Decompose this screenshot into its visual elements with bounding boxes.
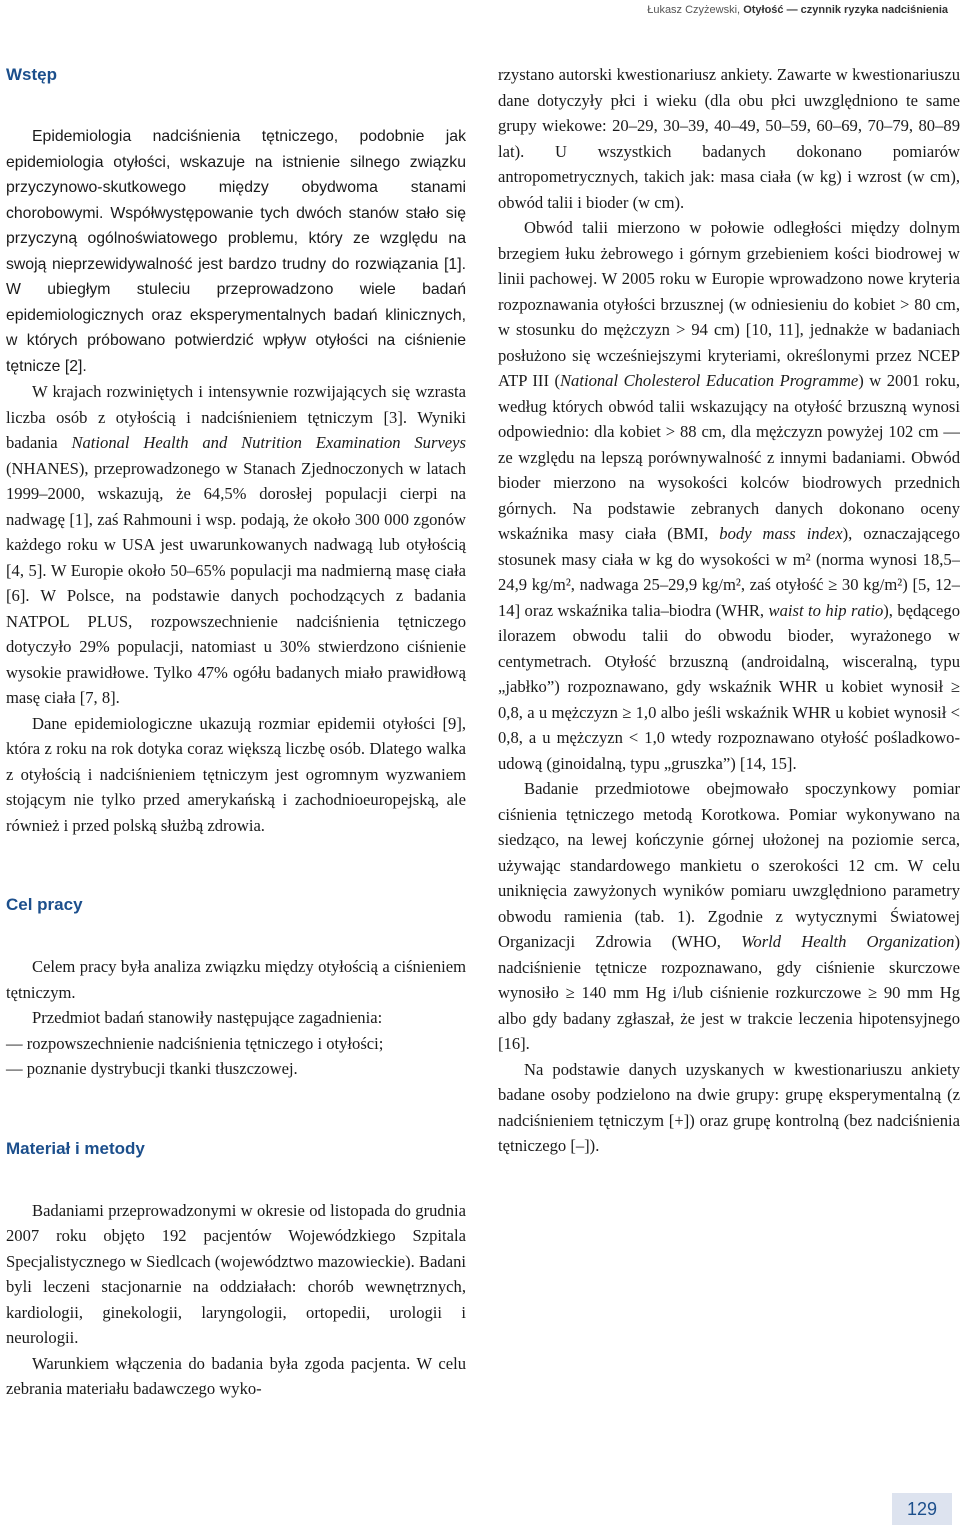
aims-list (6, 1031, 466, 1082)
paragraph: Obwód talii mierzono w połowie odległości między dolnym brzegiem łuku żebrowego i górnym grzebieniem kości biodrowej w linii pachowej. W 2005 roku w Europie wprowadzono nowe kryteria rozpoznawania otyłości brzusznej (w odniesieniu do kobiet > 80 cm, w stosunku do mężczyzn > 94 cm) [10, 11], jednakże w badaniach posłużono się wcześniejszymi kryteriami, określonymi przez NCEP ATP III (National Cholesterol Education Programme) w 2001 roku, według których obwód talii wskazujący na otyłość brzuszną wynosi odpowiednio: dla kobiet > 88 cm, dla mężczyzn powyżej 102 cm — ze względu na lepszą porównywalność z innymi badaniami. Obwód bioder mierzono na wysokości kolców biodrowych przednich górnych. Na podstawie zebranych danych dokonano oceny wskaźnika masy ciała (BMI, body mass index), oznaczającego stosunek masy ciała w kg do wysokości w m² (norma wynosi 18,5–24,9 kg/m², nadwaga 25–29,9 kg/m², zaś otyłość ≥ 30 kg/m²) [5, 12–14] oraz wskaźnika talia–biodra (WHR, waist to hip ratio), będącego ilorazem obwodu talii do obwodu bioder, wyrażonego w centymetrach. Otyłość brzuszną (androidalną, wisceralną, typu „jabłko”) rozpoznawano, gdy wskaźnik WHR u kobiet wynosił ≥ 0,8, a u mężczyzn ≥ 1,0 albo jeśli wskaźnik WHR u kobiet wynosił < 0,8, a u mężczyzn < 1,0 wtedy rozpoznawano otyłość pośladkowo-udową (ginoidalną, typu „gruszka”) [14, 15]. (498, 218, 960, 773)
paragraph: Epidemiologia nadciśnienia tętniczego, podobnie jak epidemiologia otyłości, wskazuje na istnienie silnego związku przyczynowo-skutkowego między obydwoma stanami chorobowymi. Współwystępowanie tych dwóch stanów stało się przyczyną ogólnoświatowego problemu, który ze względu na swoją nieprzewidywalność jest bardzo trudny do rozwiązania [1]. W ubiegłym stuleciu przeprowadzono wiele badań epidemiologicznych oraz eksperymentalnych badań klinicznych, w których próbowano potwierdzić wpływ otyłości na ciśnienie tętnicze [2]. (6, 128, 467, 375)
paragraph: rzystano autorski kwestionariusz ankiety. Zawarte w kwestionariuszu dane dotyczyły płci i wieku (dla obu płci uwzględniono te same grupy wiekowe: 20–29, 30–39, 40–49, 50–59, 60–69, 70–79, 80–89 lat). U wszystkich badanych dokonano pomiarów antropometrycznych, takich jak: masa ciała (w kg) i wzrost (w cm), obwód talii i bioder (w cm). (498, 65, 960, 212)
running-header (647, 4, 948, 16)
paragraph: Badaniami przeprowadzonymi w okresie od listopada do grudnia 2007 roku objęto 192 pacjentów Wojewódzkiego Szpitala Specjalistycznego w Siedlcach (województwo mazowieckie). Badani byli leczeni stacjonarnie na oddziałach: chorób wewnętrznych, kardiologii, ginekologii, laryngologii, ortopedii, urologii i neurologii. (6, 1200, 467, 1347)
header-author: Łukasz Czyżewski, (647, 4, 741, 16)
paragraph: Na podstawie danych uzyskanych w kwestionariuszu ankiety badane osoby podzielono na dwie grupy: grupę eksperymentalną (z nadciśnieniem tętniczym [+]) oraz grupę kontrolną (bez nadciśnienia tętniczego [–]). (498, 1059, 960, 1155)
paragraph: Badanie przedmiotowe obejmowało spoczynkowy pomiar ciśnienia tętniczego metodą Korotkowa. Pomiar wykonywano na siedząco, na lewej kończynie górnej ułożonej na poziomie serca, używając standardowego mankietu o szerokości 12 cm. W celu uniknięcia zawyżonych wyników pomiaru uwzględniono parametry obwodu ramienia (tab. 1). Zgodnie z wytycznymi Światowej Organizacji Zdrowia (WHO, World Health Organization) nadciśnienie tętnicze rozpoznawano, gdy ciśnienie skurczowe wynosiło ≥ 140 mm Hg i/lub ciśnienie rozkurczowe ≥ 90 mm Hg albo gdy badany zgłaszał, że jest w trakcie leczenia hipotensyjnego [16]. (498, 779, 960, 1053)
paragraph: Dane epidemiologiczne ukazują rozmiar epidemii otyłości [9], która z roku na rok dotyka coraz większą liczbę osób. Dlatego walka z otyłością i nadciśnieniem tętniczym jest ogromnym wyzwaniem stojącym nie tylko przed amerykańską i zachodnioeuropejską, ale również i przed polską służbą zdrowia. (6, 713, 466, 835)
section-heading-wstep: Wstęp (6, 65, 57, 84)
right-column (498, 62, 960, 1159)
section-heading-cel: Cel pracy (6, 895, 83, 914)
paragraph: Celem pracy była analiza związku między otyłością a ciśnieniem tętniczym. (6, 957, 466, 1002)
left-column (6, 62, 466, 1402)
section-heading-material: Materiał i metody (6, 1138, 145, 1158)
header-title: Otyłość — czynnik ryzyka nadciśnienia (743, 4, 948, 16)
paragraph: Przedmiot badań stanowiły następujące zagadnienia: (32, 1008, 383, 1027)
list-item: — rozpowszechnienie nadciśnienia tętniczego i otyłości; (6, 1031, 466, 1057)
paragraph: Warunkiem włączenia do badania była zgoda pacjenta. W celu zebrania materiału badawczego wyko- (6, 1353, 466, 1398)
list-item: — poznanie dystrybucji tkanki tłuszczowej. (6, 1056, 466, 1082)
page-number: 129 (892, 1493, 952, 1525)
paragraph: W krajach rozwiniętych i intensywnie rozwijających się wzrasta liczba osób z otyłością i nadciśnieniem tętniczym [3]. Wyniki badania National Health and Nutrition Examination Surveys (NHANES), przeprowadzonego w Stanach Zjednoczonych w latach 1999–2000, wskazują, że 64,5% dorosłej populacji cierpi na nadwagę [1], zaś Rahmouni i wsp. podają, że około 300 000 zgonów każdego roku w USA jest uwarunkowanych nadwagą lub otyłością [4, 5]. W Europie około 50–65% populacji ma nadmierną masę ciała [6]. W Polsce, na podstawie danych pochodzących z badania NATPOL PLUS, rozpowszechnienie nadciśnienia tętniczego dotyczyło 29% populacji, natomiast u 30% stwierdzono ciśnienie wysokie prawidłowe. Tylko 47% ogółu badanych miało prawidłową masę ciała [7, 8]. (6, 382, 466, 707)
